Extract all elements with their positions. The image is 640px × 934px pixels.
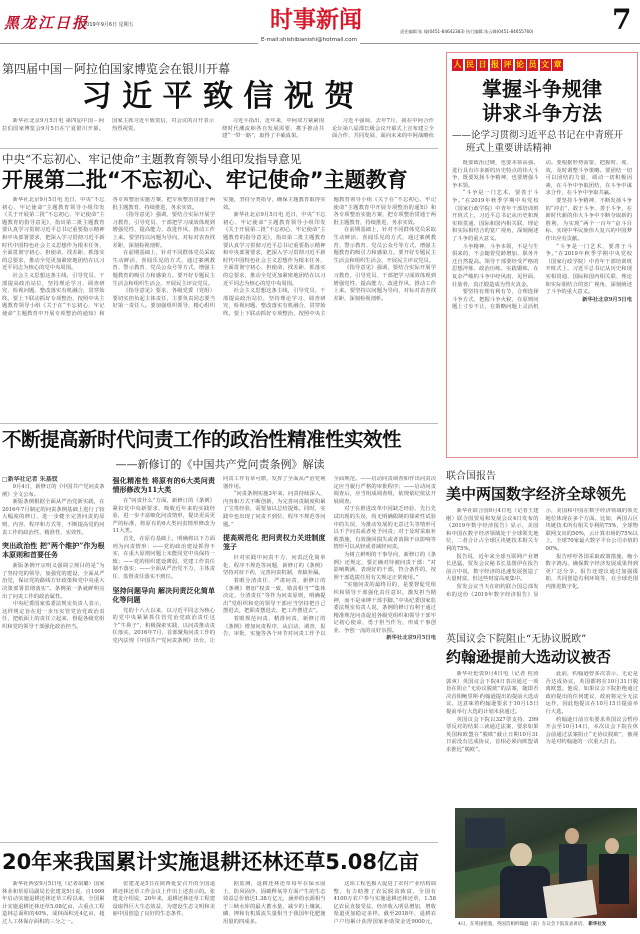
- paragraph: 为树立鲜明的干事导向，新修订的《条例》还规定，要正确对待被问责干部：“对影响期满、表现好的干部，符合条件的，按照干部选拔任用有关规定正常使用。”: [333, 551, 436, 581]
- commentary-subtitle: ——论学习贯彻习近平总书记在中青班开班式上重要讲话精神: [452, 130, 624, 154]
- editor-info: 责任编辑:张 瑜(0451-84642383) 执行编辑:朱云峰(0451-84655760): [400, 29, 534, 34]
- article-body: [2, 881, 436, 931]
- paragraph: 《指导意见》强调，要结合实际开展学习教育，引导党员、干部把学习成效体现到增强党性、提高能力、改进作风、推动工作上来。要坚持以问题为导向，对标对表查找差距，深刻检视剖析。: [333, 265, 436, 302]
- commentary-body: [452, 160, 632, 422]
- article-body: [446, 508, 638, 622]
- article-kicker: 联合国报告: [446, 471, 496, 482]
- paragraph: “问责条例实施3年来，问责持续深入，内容和方式不断创新，为完善问责制度积累了宝贵经验，需要加以总结提炼。同时，实践中也出现了问责不到位、程序不规范等问题。”: [223, 491, 326, 528]
- article-xi-letter: [2, 54, 434, 146]
- paragraph: 对于在推进改革中因缺乏经验、先行先试出现的失误，尚无明确限制的探索性试验中的失误，为推动发展的无意过失等情形可以不予问责或者免予问责；对于及时采取补救措施，有效挽回损失或者消除不良影响等情形可以从轻或者减轻问责。: [333, 506, 436, 551]
- article-headline[interactable]: 20年来我国累计实施退耕还林还草5.08亿亩: [2, 850, 420, 874]
- tag-char: 报: [491, 60, 499, 69]
- photo-figure: [500, 866, 550, 918]
- paragraph: 张建龙是5日在陕西延安召开的全国退耕还林还草工作会议上作出上述表示的。张建龙介绍说，20年来，退耕还林还草工程建设取得巨大生态效益，为建设生态文明和美丽中国创造了良好的生态条件。: [112, 881, 215, 918]
- subheading: 提高规范化 把问责权力关进制度笼子: [223, 533, 326, 552]
- paragraph: 新华社联合国9月4日电（记者王建刚）联合国贸易和发展会议4日发布的《2019年数字经济报告》显示，美国和中国在数字经济领域处于全球领先地位，二者合计占全球区块链技术相关专利的75%。: [446, 508, 539, 552]
- caption-credit: 新华社发: [588, 922, 607, 927]
- paragraph: 在前期基础上，针对不同群体党员采取生动鲜活、喜闻乐见的方式，通过案例教育、警示教育、党员公众号等方式，增强主题教育的吸引力和感染力。要开好专题民主生活会和组织生活会，开展民主评议党员。: [112, 250, 215, 287]
- divider: [0, 423, 438, 424]
- article-uk-brexit: [446, 633, 638, 805]
- paragraph: “实施问责的最终目的，是要督促党组织和领导干部强化责任意识，激发担当精神，而不是束缚干部手脚。”中央纪委国家监委法规室负责人说，条例的修订有利于通过精准规范问责促进各级党组织和领导干部牢记初心使命，勇于担当作为，形成干事创业、争创一流的良好氛围。: [333, 582, 436, 634]
- subheading: 突出政治性 把“两个维护”作为根本原则和首要任务: [2, 541, 105, 560]
- tag-char: 评: [503, 60, 512, 69]
- article-headline[interactable]: 习 近 平 致 信 祝 贺: [81, 79, 355, 114]
- paragraph: 贸发会议当天在纽约联合国总部发布的这份《2019年数字经济报告》显示，美国和中国在数字经济领域的领先地位体现在多个方面。比如，两国占区块链技术所有相关专利的75%，全球物联网支出的50%，云计算市场的75%以上，全球70家最大数字平台公司市值的90%。: [446, 508, 638, 598]
- paragraph: 着眼分清责任，严肃问责，新修订的《条例》增加“权责一致、错责相当”“集体决定、分清责任”等作为问责原则，明确提出“党组织和党的领导干部应当坚持把自己摆进去，把职责摆进去，把工作摆进去”。: [223, 577, 326, 615]
- caption-text: 4日，在英国伦敦，英国首相约翰逊（前）在议会下院发表讲话。: [458, 922, 587, 927]
- paragraph: 党的十八大以来，以习近平同志为核心的党中央紧紧抓住管党治党政治责任这个“牛鼻子”，积极探索实践，以问责推动责任落实。2016年7月，首部聚焦问责工作的党内法规《中国共产党问责条例》出台，让问责工作有章可循，发挥了全面从严治党利器作用。: [112, 476, 326, 644]
- paragraph: 此前，约翰逊曾多次表示，无论是否达成协议，英国都将在10月31日脱离欧盟。他说，如果议会下院拒绝通过政府提出的任何建议，政府将完全无法运作，因此他提议在10月15日提前举行大选。: [545, 671, 638, 715]
- paragraph: 《指导意见》要求，各级党委（党组）要切实担负起主体责任，主要负责同志要当好第一责任人。要加强组织领导，精心组织实施，坚持分类指导，确保主题教育取得实效。: [112, 197, 326, 310]
- article-accountability: [2, 428, 438, 838]
- paragraph: 报告说，近年来全球互联网产业增长迅猛。贸发会议秘书长基图伊在报告前言中说，数字经济的迅速发展创造了大量财富，但这些财富高度集中。: [446, 553, 539, 583]
- paragraph: 新华社西安9月5日电（记者胡璐）国家林业和草原局副局长张建龙5日说，自1999年启动实施退耕还林还草工程以来，全国累计实施退耕还林还草5.08亿亩，占重点工程造林总面积的40%，成林面积近4亿亩，超过人工林保存面积的三分之一。: [2, 881, 105, 925]
- news-photo-parliament: [455, 808, 637, 918]
- tag-char: 人: [453, 60, 462, 69]
- section-title: 时事新闻: [270, 6, 362, 33]
- paragraph: “斗争是一门艺术，要善于斗争。”在2019年秋季学期中央党校（国家行政学院）中青年干部培训班开班式上，习近平总书记从历史和现实相贯通、国际和国内相关联、理论和实际相结合的宽广视角，深刻阐述了斗争的重大意义。: [545, 243, 632, 296]
- paragraph: 要坚持斗争精神，不断发扬斗争的“冲击”，敢于斗争、善于斗争，在新时代新的伟大斗争中不断夺取新的胜利，为实现“两个一百年”奋斗目标、实现中华民族伟大复兴的中国梦作出应有贡献。: [545, 197, 632, 242]
- photo-figure: [510, 843, 532, 867]
- tag-char: 文: [541, 60, 549, 69]
- masthead: [0, 0, 640, 48]
- article-body: [2, 476, 436, 834]
- article-body: [2, 118, 434, 146]
- issue-date: 2019年9月6日 星期五: [83, 22, 134, 28]
- paragraph: 首先，在原有基础上，明确将以下方面列为问责情形：——党的政治建设抓得不实，在重大原则问题上未能同党中央保持一致；——党的组织建设薄弱，党建工作责任制不落实；——全面从严治党不力，主体责任、监督责任落实不到位。: [112, 535, 215, 580]
- article-headline[interactable]: 开展第二批“不忘初心、牢记使命”主题教育: [2, 168, 408, 192]
- article-body: [2, 197, 436, 409]
- photo-figure: [605, 838, 619, 854]
- article-un-report: [446, 470, 638, 625]
- article-headline[interactable]: 不断提高新时代问责工作的政治性精准性实效性: [2, 428, 402, 451]
- commentary-box: [446, 52, 638, 458]
- photo-caption: [458, 922, 640, 928]
- article-subtitle: ——新修订的《中国共产党问责条例》解读: [115, 458, 325, 471]
- article-reforestation: [2, 848, 436, 934]
- paragraph: 在前期基础上，针对不同群体党员采取生动鲜活、喜闻乐见的方式，通过案例教育、警示教育、党员公众号等方式，增强主题教育的吸引力和感染力。要开好专题民主生活会和组织生活会，开展民主评议党员。: [333, 227, 436, 264]
- dateline: [546, 297, 633, 305]
- tag-char: 日: [478, 60, 487, 69]
- commentary-headline-2[interactable]: 讲求斗争方法: [482, 101, 602, 125]
- article-kicker: 第四届中国－阿拉伯国家博览会在银川开幕: [2, 62, 231, 76]
- paragraph: 社会主义思想这条主线，引导党员、干部提高政治站位，坚持理论学习、调查研究、检视问题、整改落实有机融合，贯穿始终。要上下联动抓好专项整治，按照中央主题教育领导小组《关于在“不忘初心、牢记使命”主题教育中开展专项整治的通知》和各专项整治实施方案，把专项整治贯通于两批主题教育，持续推进，务求实效。: [223, 197, 436, 317]
- paragraph: 新华社北京9月5日电 近日，中央“不忘初心、牢记使命”主题教育领导小组印发《关于开展第二批“不忘初心、牢记使命”主题教育的指导意见》，指出第二批主题教育要认真学习贯彻习近平总书记重要指示精神和中央部署要求，把深入学习贯彻习近平新时代中国特色社会主义思想作为根本任务，全面贯彻守初心、担使命，找差距、抓落实的总要求，推动全党更加紧密地团结在以习近平同志为核心的党中央周围。: [223, 212, 326, 287]
- paragraph: 中央纪委国家监委法规室负责人表示，这样规定旨在进一步压实管党治党政治责任，把纸面上的责任立起来，督促各级党组织和党的领导干部强化政治担当。: [2, 601, 105, 630]
- paragraph: 社会主义思想这条主线，引导党员、干部提高政治站位，坚持理论学习、调查研究、检视问题、整改落实有机融合，贯穿始终。要上下联动抓好专项整治，按照中央主题教育领导小组《关于在“不忘初心、牢记使命”主题教育中开展专项整治的通知》和各专项整治实施方案，把专项整治贯通于两批主题教育，持续推进，务求实效。: [2, 197, 215, 317]
- commentary-tag: [452, 59, 632, 71]
- paragraph: 新华社伦敦9月4日电（记者 桂涛 郭爽）英国议会下院4日表决通过一项旨在阻止“无协议脱欧”的法案，随即否决首相鲍里斯·约翰逊提出的提前大选动议。这意味着约翰逊要求于10月15日提前举行大选的计划未获通过。: [446, 671, 539, 715]
- article-kicker: 中央“不忘初心、牢记使命”主题教育领导小组印发指导意见: [2, 152, 302, 166]
- article-theme-education: [2, 152, 436, 420]
- commentary-headline-1[interactable]: 掌握斗争规律: [482, 77, 602, 101]
- photo-figure: [465, 818, 505, 848]
- subheading: 强化精准性 将原有的6大类问责情形修改为11大类: [112, 476, 215, 494]
- paragraph: 新华社北京9月5日电 近日，中央“不忘初心、牢记使命”主题教育领导小组印发《关于开展第二批“不忘初心、牢记使命”主题教育的指导意见》，指出第二批主题教育要认真学习贯彻习近平总书记重要指示精神和中央部署要求，把深入学习贯彻习近平新时代中国特色社会主义思想作为根本任务，全面贯彻守初心、担使命，找差距、抓落实的总要求，推动全党更加紧密地团结在以习近平同志为核心的党中央周围。: [2, 197, 105, 272]
- photo-dispatch-box: [543, 880, 597, 918]
- tag-char: 章: [553, 60, 562, 69]
- paragraph: 新版条例根据全面从严治党新实践，在2016年7月制定的问责条例基础上进行了较大幅度的修订，进一步健全完善问责的原则、内容、程序和方式等，不断提高党的问责工作的政治性、精准性、实效性。: [2, 499, 105, 536]
- section-email: E-mail:shishibianishi@hotmail.com: [258, 37, 360, 44]
- byline: □新华社记者 朱基钗: [2, 476, 58, 483]
- paragraph: 在“问责什么”方面，新修订的《条例》紧扣党中央新要求，吸收近年来的实践经验，进一步丰富细化问责情形，提出更高更严的标准，将原有的6大类问责情形修改为11大类。: [112, 498, 215, 535]
- tag-char: 民: [466, 60, 474, 69]
- paragraph: 习近平强调，去年7月，我在中阿合作论坛第八届部长级会议开幕式上宣布建立全面合作、共同发展、面向未来的中阿战略伙: [332, 118, 434, 140]
- paragraph: 据监测，退耕还林还草每年在保水固土、防风固沙、固碳释氧等方面产生的生态效益总价值达1.38万亿元，涵养的水源相当于三峡水库的最大蓄水量，减少的土壤氮、磷、钾和有机质流失量相当于我国年化肥施用量的四成多。: [223, 881, 326, 925]
- paragraph: 新华社北京9月5日电 第四届中国－阿拉伯国家博览会9月5日在宁夏银川开幕。国家主席习近平致贺信，对会议的召开表示热烈祝贺。: [2, 118, 214, 132]
- paragraph: 要坚持有理有利有节，合理选择斗争方式、把握斗争火候，在原则问题上寸步不让，在策略问题上灵活机动。要根据形势需要，把握时、度、效，及时调整斗争策略。要团结一切可以团结的力量，调动一切积极因素，在斗争中争取团结，在斗争中谋求合作，在斗争中争取共赢。: [452, 160, 632, 311]
- article-body: [446, 671, 638, 805]
- paragraph: 既要政治过硬，也要本领高强。进行具有许多新的历史特点的伟大斗争，既要发扬斗争精神，也要增强斗争本领。: [452, 160, 539, 189]
- paragraph: 《指导意见》强调，要结合实际开展学习教育，引导党员、干部把学习成效体现到增强党性、提高能力、改进作风、推动工作上来。要坚持以问题为导向，对标对表查找差距，深刻检视剖析。: [112, 212, 215, 249]
- newspaper-logo: 黑龙江日报: [4, 14, 90, 32]
- photo-figure: [565, 828, 579, 844]
- paragraph: “斗争是一门艺术，要善于斗争。”在2019年秋季学期中央党校（国家行政学院）中青年干部培训班开班式上，习近平总书记从历史和现实相贯通、国际和国内相关联、理论和实际相结合的宽广视角，深刻阐述了斗争的重大意义。: [452, 190, 539, 242]
- paragraph: 这项工程也极大促进了农村产业结构调整，有力助推了农民脱贫致富。全国有4100万农户参与实施退耕还林还草，1.58亿农民直接受益，经济收入明显增加，增收渠道更加稳定多样。截至2018年，退耕农户户均累计获得国家补助资金近9000元，: [333, 881, 436, 925]
- dateline: [334, 635, 437, 643]
- paragraph: 着眼规范问责、精准问责，新修订的《条例》增加问责程序，从启动、调查、报告、审批、实施等各个环节对问责工作予以全面规范。——启动问责调查和作出问责决定应当履行严格的审批程序；——启动问责调查后，应当组成调查组，依规依纪依法开展调查。: [223, 476, 436, 638]
- photo-figure: [599, 854, 629, 904]
- paragraph: 新版条例开宗明义强调立规目的是“为了坚持党的领导，加强党的建设，全面从严治党，保证党的路线方针政策和党中央重大决策部署贯彻落实”。条例第一条就鲜明亮出了问责工作的政治属性。: [2, 563, 105, 600]
- paragraph: 报告呼吁各国采取政策措施，缩小数字鸿沟，确保数字经济发展成果得到更广泛分享。报告还建议通过加强援助，共同创造有利环境等，在全球范围内推进数字化。: [545, 553, 638, 590]
- article-headline[interactable]: 约翰逊提前大选动议被否: [446, 648, 612, 666]
- article-headline[interactable]: 美中两国数字经济全球领先: [446, 485, 627, 503]
- tag-char: 员: [528, 60, 537, 69]
- article-kicker: 英国议会下院阻止“无协议脱欧”: [446, 634, 587, 645]
- paragraph: 英国议会下院以327票支持、299票反对的结果三读通过法案，要求如果英国和欧盟在“脱欧”截止日期10月31日前没有达成协议，首相必须向欧盟请求推迟“脱欧”。: [446, 716, 539, 753]
- paragraph: 习近平指出，近年来，中阿双方紧紧围绕时代潮流和各自发展需要，携手推动共建“一带一路”，取得了丰硕成果。: [222, 118, 324, 140]
- credit: 新华社北京9月5日电: [582, 296, 632, 303]
- page-number: 7: [612, 3, 632, 36]
- paragraph: 斗争精神、斗争本领，不是与生俱来的，不会随着党龄增加、职务升迁自然提高。领导干部要经受严格的思想淬炼、政治历练、实践锻炼，在复杂严峻的斗争中经风雨、见世面、壮筋骨，真正锻造成为烈火真金。: [452, 243, 539, 288]
- divider: [0, 842, 438, 843]
- paragraph: 针对实践中问责不力、问责泛化简单化、程序不规范等问题，新修订的《条例》坚持对症下药，完善问责机制，查缺补漏。: [223, 555, 326, 577]
- paragraph: 9月4日，新修订的《中国共产党问责条例》全文公布。: [2, 484, 105, 498]
- tag-char: 论: [516, 60, 524, 69]
- paragraph: 约翰逊日前宣布要求英国议会暂停开会至10月14日，本次议会下院在休会前通过法案阻止“无协议脱欧”，被视为是对约翰逊的一次重大打击。: [545, 716, 638, 746]
- divider: [0, 148, 438, 149]
- photo-figure: [559, 844, 587, 884]
- credit: 新华社北京9月5日电: [386, 635, 436, 642]
- subheading: 坚持问题导向 解决问责泛化简单化等问题: [112, 585, 215, 604]
